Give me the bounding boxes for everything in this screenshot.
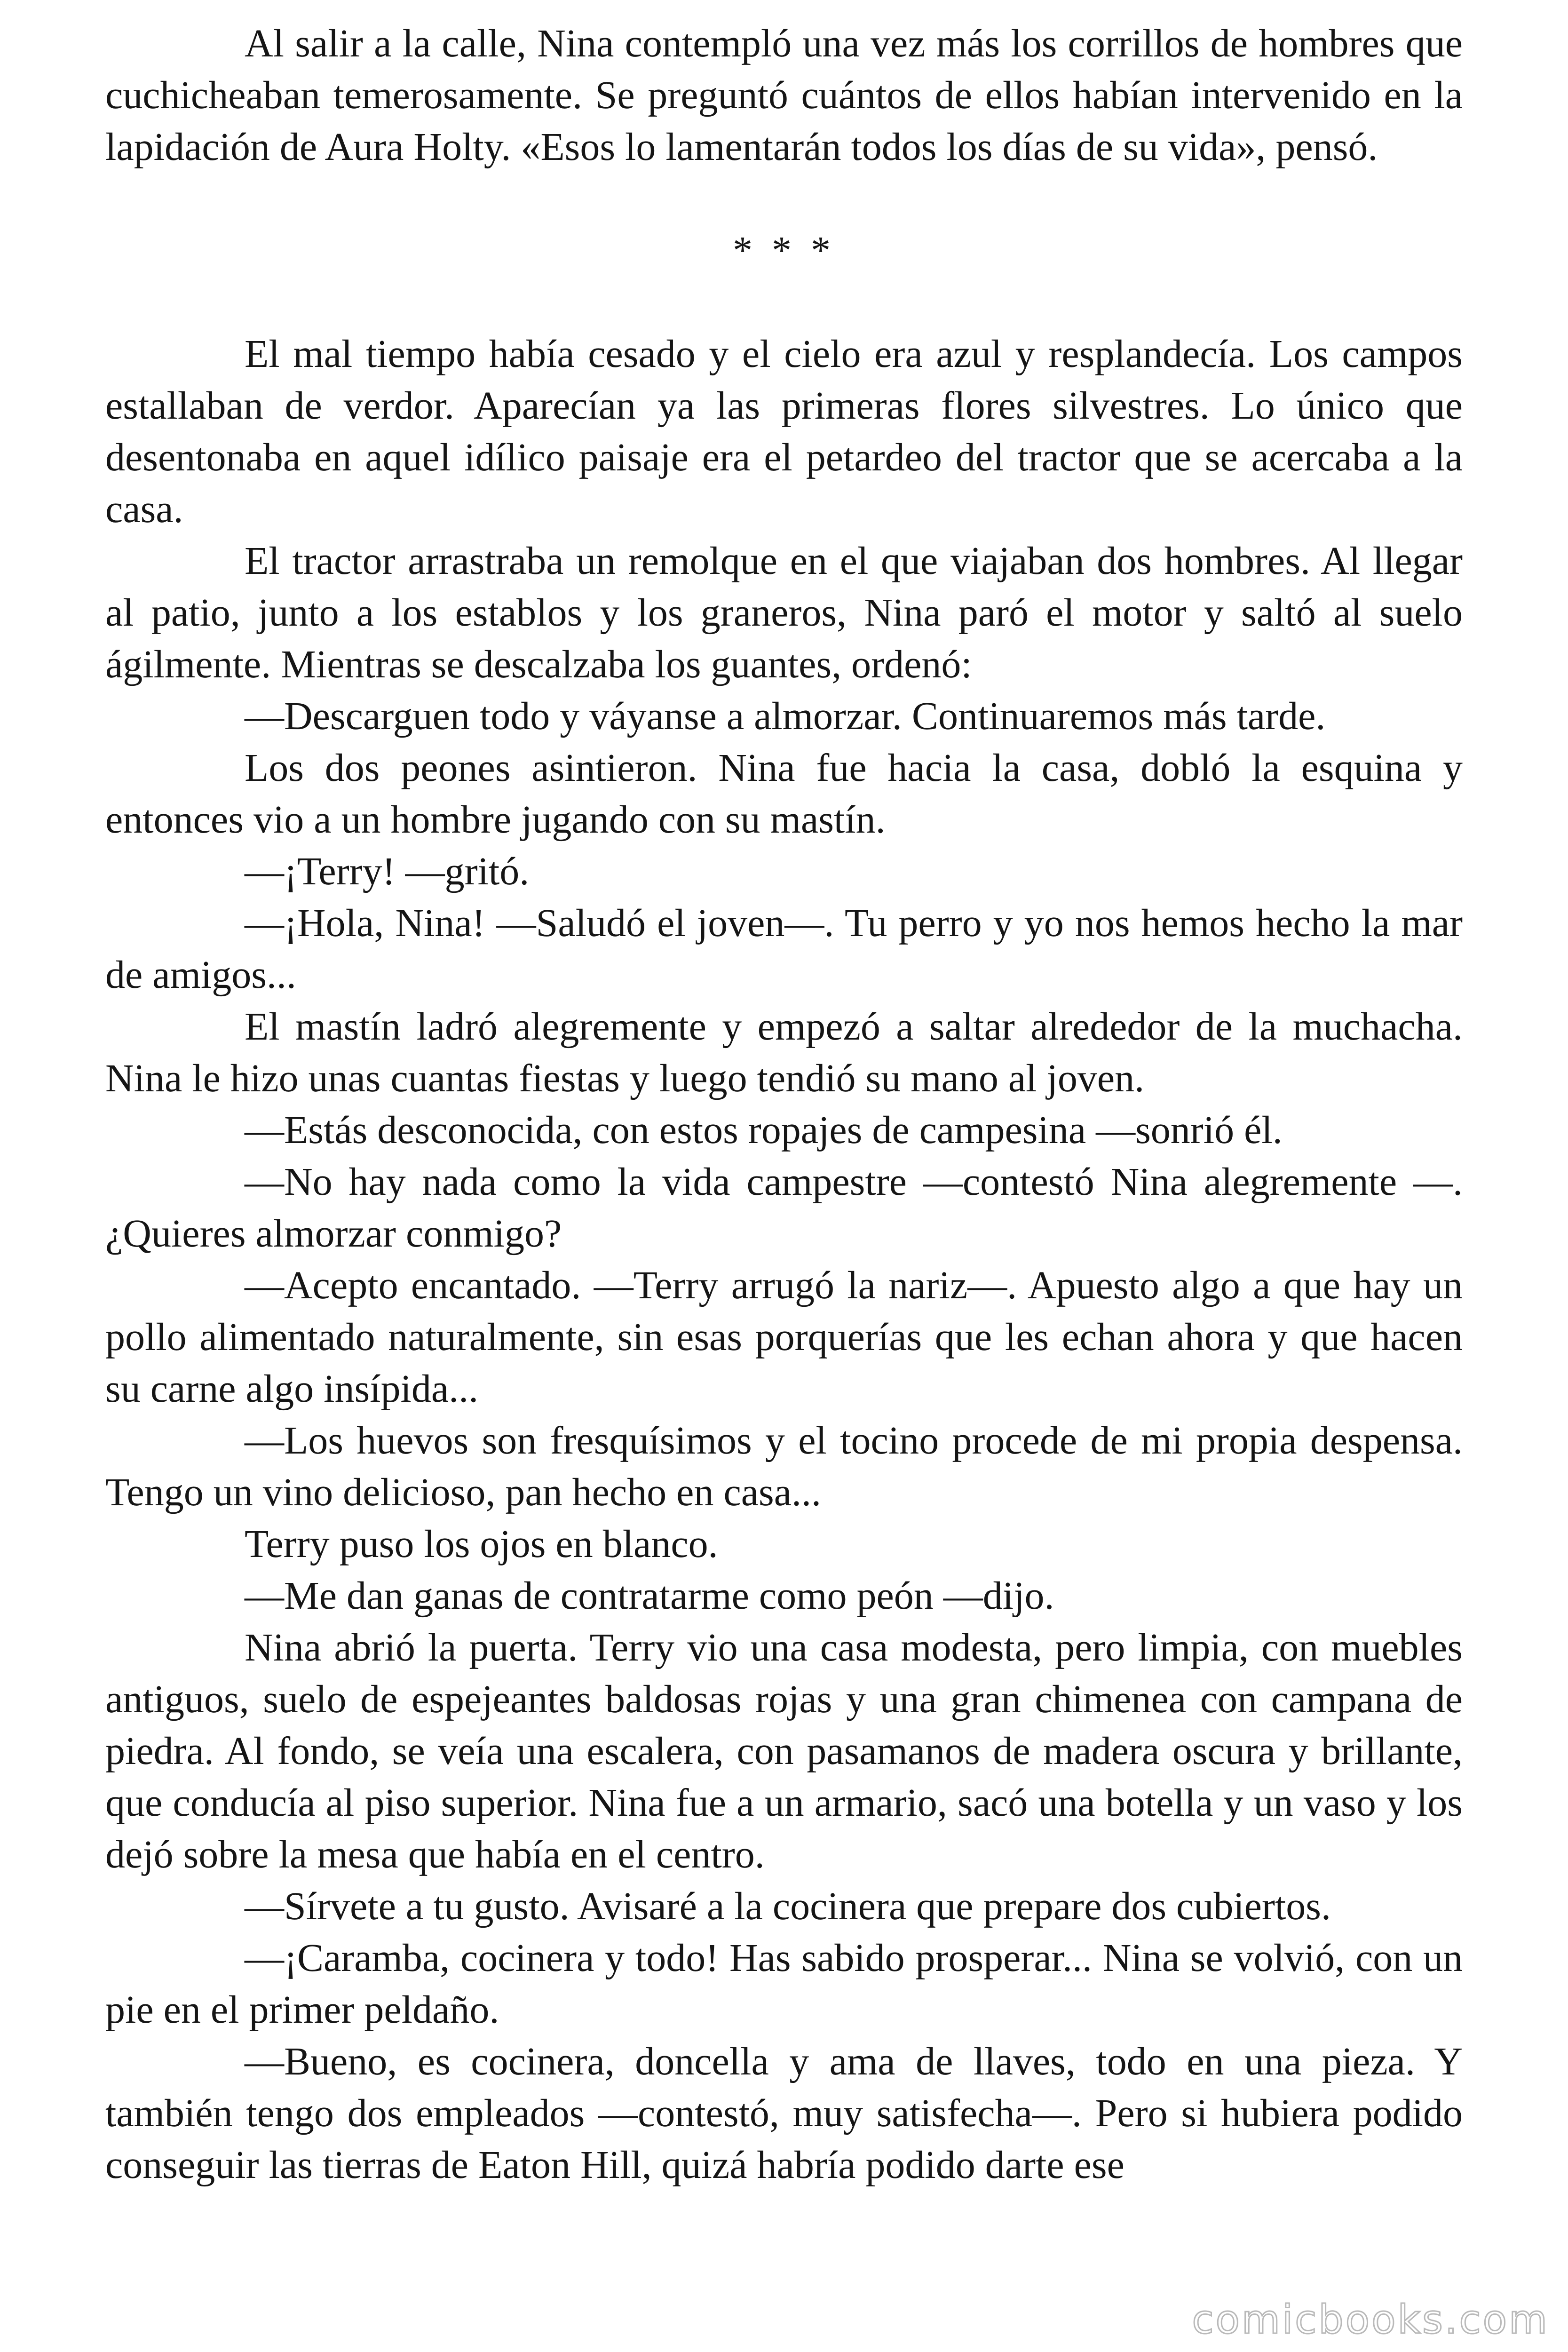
dialogue-line: —Bueno, es cocinera, doncella y ama de llaves, todo en una pieza. Y también tengo dos empleados —contestó, muy satisfecha—. Pero si hubiera podido conseguir las tierras de Eaton Hill, quizá habría podido darte ese <box>105 2040 1463 2187</box>
dialogue-line: —¡Caramba, cocinera y todo! Has sabido prosperar... Nina se volvió, con un pie en el primer peldaño. <box>105 1936 1463 2032</box>
paragraph: El mastín ladró alegremente y empezó a saltar alrededor de la muchacha. Nina le hizo unas cuantas fiestas y luego tendió su mano al joven. <box>105 1005 1463 1100</box>
paragraph: Nina abrió la puerta. Terry vio una casa modesta, pero limpia, con muebles antiguos, suelo de espejeantes baldosas rojas y una gran chimenea con campana de piedra. Al fondo, se veía una escalera, con pasamanos de madera oscura y brillante, que conducía al piso superior. Nina fue a un armario, sacó una botella y un vaso y los dejó sobre la mesa que había en el centro. <box>105 1626 1463 1876</box>
scene-break: * * * <box>733 229 835 272</box>
dialogue-line: —Los huevos son fresquísimos y el tocino procede de mi propia despensa. Tengo un vino delicioso, pan hecho en casa... <box>105 1419 1463 1514</box>
dialogue-line: —¡Hola, Nina! —Saludó el joven—. Tu perro y yo nos hemos hecho la mar de amigos... <box>105 901 1463 997</box>
watermark: comicbooks.com <box>1192 2296 1549 2343</box>
dialogue-line: —Sírvete a tu gusto. Avisaré a la cocinera que prepare dos cubiertos. <box>245 1884 1331 1928</box>
paragraph: Terry puso los ojos en blanco. <box>245 1522 718 1566</box>
paragraph-nina-leaves: Al salir a la calle, Nina contempló una vez más los corrillos de hombres que cuchicheaban temerosamente. Se preguntó cuántos de ellos habían intervenido en la lapidación de Aura Holty. «Esos lo lamentarán todos los días de su vida», pensó. <box>105 22 1463 169</box>
paragraph: Los dos peones asintieron. Nina fue hacia la casa, dobló la esquina y entonces vio a un hombre jugando con su mastín. <box>105 746 1463 842</box>
dialogue-line: —Estás desconocida, con estos ropajes de campesina —sonrió él. <box>245 1108 1283 1152</box>
paragraph: El mal tiempo había cesado y el cielo era azul y resplandecía. Los campos estallaban de verdor. Aparecían ya las primeras flores silvestres. Lo único que desentonaba en aquel idílico paisaje era el petardeo del tractor que se acercaba a la casa. <box>105 332 1463 531</box>
dialogue-line: —Acepto encantado. —Terry arrugó la nariz—. Apuesto algo a que hay un pollo alimentado naturalmente, sin esas porquerías que les echan ahora y que hacen su carne algo insípida... <box>105 1263 1463 1411</box>
dialogue-line: —Me dan ganas de contratarme como peón —dijo. <box>245 1574 1054 1618</box>
dialogue-line: —Descarguen todo y váyanse a almorzar. Continuaremos más tarde. <box>245 694 1326 738</box>
dialogue-line: —¡Terry! —gritó. <box>245 850 530 893</box>
page-text <box>105 18 1463 2191</box>
paragraph: El tractor arrastraba un remolque en el que viajaban dos hombres. Al llegar al patio, junto a los establos y los graneros, Nina paró el motor y saltó al suelo ágilmente. Mientras se descalzaba los guantes, ordenó: <box>105 539 1463 686</box>
dialogue-line: —No hay nada como la vida campestre —contestó Nina alegremente —. ¿Quieres almorzar conmigo? <box>105 1160 1463 1255</box>
